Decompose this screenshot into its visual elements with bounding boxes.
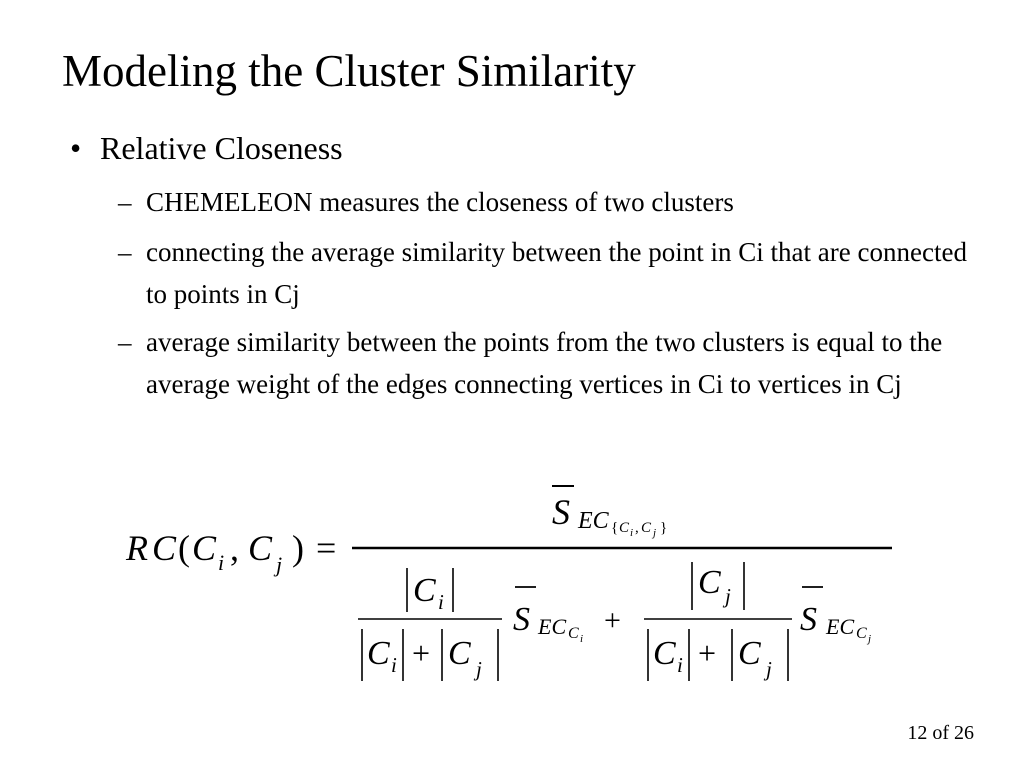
bullet-marker: • <box>70 130 82 166</box>
svg-text:EC: EC <box>826 614 855 639</box>
sub-bullet-3 <box>118 321 978 405</box>
svg-text:R: R <box>126 528 148 568</box>
svg-text:S: S <box>513 601 530 638</box>
svg-text:(: ( <box>178 528 190 568</box>
svg-text:}: } <box>660 520 668 536</box>
svg-text:C: C <box>367 635 390 672</box>
svg-text:C: C <box>248 528 273 568</box>
sub-bullet-text: CHEMELEON measures the closeness of two clusters <box>146 187 734 217</box>
bullet-relative-closeness <box>70 129 343 167</box>
svg-text:i: i <box>677 653 683 677</box>
svg-text:+: + <box>412 635 431 671</box>
formula-denominator-term-2 <box>644 562 871 681</box>
svg-text:,: , <box>635 520 639 536</box>
svg-text:i: i <box>391 653 397 677</box>
svg-text:C: C <box>738 635 761 672</box>
formula-graphic <box>120 472 910 702</box>
svg-text:C: C <box>641 520 652 536</box>
formula-numerator <box>552 486 667 539</box>
svg-text:C: C <box>653 635 676 672</box>
svg-text:j: j <box>766 657 772 681</box>
svg-text:C: C <box>152 528 177 568</box>
svg-text:j: j <box>476 657 482 681</box>
svg-text:{: { <box>611 520 619 536</box>
svg-text:j: j <box>653 527 657 539</box>
svg-text:EC: EC <box>578 508 609 534</box>
svg-text:C: C <box>192 528 217 568</box>
sub-bullet-2 <box>118 231 978 315</box>
svg-text:i: i <box>438 590 444 614</box>
svg-text:S: S <box>800 601 817 638</box>
svg-text:j: j <box>725 584 731 608</box>
formula-plus: + <box>604 604 621 637</box>
formula-denominator-term-1 <box>358 568 583 681</box>
sub-bullet-text: connecting the average similarity between the point in Ci that are connected to points in Cj <box>146 237 967 309</box>
svg-text:C: C <box>619 520 630 536</box>
svg-text:j: j <box>276 552 283 577</box>
sub-bullet-marker: – <box>118 187 132 217</box>
svg-text:C: C <box>698 564 721 601</box>
slide-title: Modeling the Cluster Similarity <box>62 46 636 96</box>
bullet-label: Relative Closeness <box>100 130 343 166</box>
svg-text:,: , <box>230 528 239 568</box>
svg-text:C: C <box>413 572 436 609</box>
relative-closeness-formula <box>120 472 910 702</box>
svg-text:j: j <box>868 633 872 645</box>
svg-text:): ) <box>292 528 304 568</box>
svg-text:S: S <box>552 492 570 532</box>
svg-text:i: i <box>630 527 634 539</box>
svg-text:EC: EC <box>538 614 567 639</box>
svg-text:+: + <box>698 635 717 671</box>
svg-text:C: C <box>448 635 471 672</box>
page-number: 12 of 26 <box>907 722 974 744</box>
formula-lhs <box>125 528 336 577</box>
svg-text:C: C <box>856 625 867 642</box>
sub-bullet-1 <box>118 181 978 223</box>
svg-text:i: i <box>218 550 225 575</box>
sub-bullet-marker: – <box>118 327 132 357</box>
svg-text:i: i <box>580 633 584 645</box>
sub-bullet-marker: – <box>118 237 132 267</box>
svg-text:=: = <box>316 528 337 568</box>
svg-text:C: C <box>568 625 579 642</box>
sub-bullet-text: average similarity between the points from the two clusters is equal to the average weight of the edges connecting vertices in Ci to vertices in Cj <box>146 327 943 399</box>
